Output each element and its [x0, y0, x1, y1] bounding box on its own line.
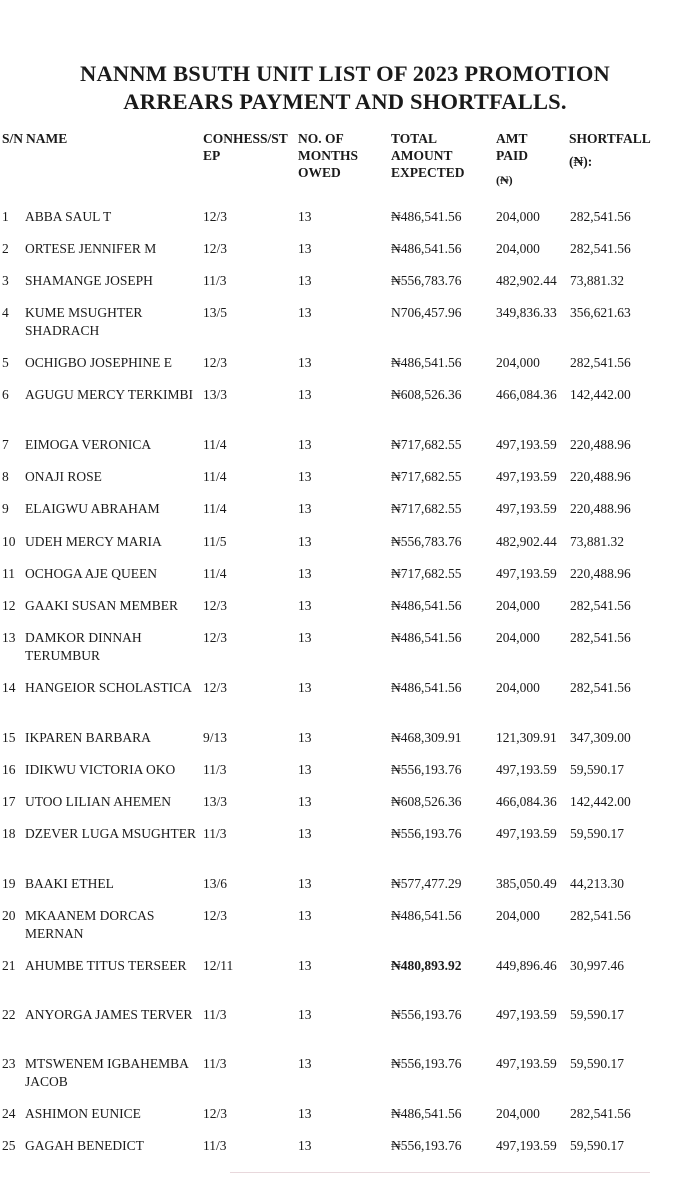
cell-shortfall: 282,541.56	[570, 355, 631, 370]
cell-shortfall: 59,590.17	[570, 826, 624, 841]
cell-name: IDIKWU VICTORIA OKO	[25, 762, 176, 777]
cell-months: 13	[298, 958, 312, 973]
cell-months: 13	[298, 630, 312, 645]
cell-months: 13	[298, 1056, 312, 1071]
cell-sn: 3	[2, 273, 9, 288]
cell-conhess: 12/3	[203, 680, 228, 695]
cell-total: ₦486,541.56	[391, 598, 462, 613]
cell-paid: 385,050.49	[496, 876, 557, 891]
cell-name: ORTESE JENNIFER M	[25, 241, 157, 256]
cell-paid: 349,836.33	[496, 305, 557, 320]
cell-conhess: 11/4	[203, 437, 227, 452]
cell-sn: 19	[2, 876, 16, 891]
cell-shortfall: 220,488.96	[570, 566, 631, 581]
cell-sn: 10	[2, 534, 16, 549]
cell-name: GAAKI SUSAN MEMBER	[25, 598, 179, 613]
cell-paid: 482,902.44	[496, 273, 557, 288]
cell-months: 13	[298, 598, 312, 613]
cell-shortfall: 30,997.46	[570, 958, 624, 973]
cell-name: OCHIGBO JOSEPHINE E	[25, 355, 173, 370]
cell-shortfall: 282,541.56	[570, 1106, 631, 1121]
cell-sn: 5	[2, 355, 9, 370]
cell-name: GAGAH BENEDICT	[25, 1138, 144, 1153]
cell-sn: 23	[2, 1056, 16, 1071]
cell-total: ₦486,541.56	[391, 241, 462, 256]
cell-total: ₦480,893.92	[391, 958, 462, 973]
cell-total: ₦556,193.76	[391, 762, 462, 777]
cell-sn: 20	[2, 908, 16, 923]
cell-shortfall: 282,541.56	[570, 209, 631, 224]
cell-sn: 1	[2, 209, 9, 224]
cell-name: ELAIGWU ABRAHAM	[25, 501, 160, 516]
cell-shortfall: 282,541.56	[570, 241, 631, 256]
cell-name: BAAKI ETHEL	[25, 876, 114, 891]
cell-total: N706,457.96	[391, 305, 462, 320]
cell-name: AHUMBE TITUS TERSEER	[25, 958, 187, 973]
cell-paid: 121,309.91	[496, 730, 557, 745]
cell-months: 13	[298, 355, 312, 370]
cell-shortfall: 282,541.56	[570, 598, 631, 613]
cell-shortfall: 220,488.96	[570, 437, 631, 452]
cell-months: 13	[298, 1138, 312, 1153]
cell-name: ASHIMON EUNICE	[25, 1106, 141, 1121]
cell-total: ₦486,541.56	[391, 209, 462, 224]
header-shortfall-line: SHORTFALL	[569, 131, 651, 146]
header-paid-line: PAID	[496, 148, 528, 163]
cell-total: ₦608,526.36	[391, 794, 462, 809]
cell-name: AGUGU MERCY TERKIMBI	[25, 387, 194, 402]
cell-total: ₦486,541.56	[391, 908, 462, 923]
cell-sn: 8	[2, 469, 9, 484]
cell-conhess: 12/3	[203, 908, 228, 923]
cell-name: DZEVER LUGA MSUGHTER	[25, 826, 196, 841]
cell-name: ANYORGA JAMES TERVER	[25, 1007, 193, 1022]
cell-sn: 11	[2, 566, 15, 581]
page-divider	[230, 1172, 650, 1173]
header-shortfall	[569, 130, 651, 170]
cell-paid: 204,000	[496, 355, 540, 370]
cell-conhess: 11/4	[203, 469, 227, 484]
cell-paid: 497,193.59	[496, 762, 557, 777]
cell-sn: 21	[2, 958, 16, 973]
cell-paid: 204,000	[496, 680, 540, 695]
cell-conhess: 11/3	[203, 1007, 227, 1022]
cell-paid: 204,000	[496, 1106, 540, 1121]
cell-total: ₦577,477.29	[391, 876, 462, 891]
cell-sn: 18	[2, 826, 16, 841]
cell-conhess: 13/3	[203, 387, 228, 402]
cell-shortfall: 59,590.17	[570, 1007, 624, 1022]
header-total-line: EXPECTED	[391, 165, 465, 180]
cell-conhess: 12/3	[203, 598, 228, 613]
cell-total: ₦486,541.56	[391, 680, 462, 695]
cell-months: 13	[298, 437, 312, 452]
cell-months: 13	[298, 1106, 312, 1121]
cell-name: OCHOGA AJE QUEEN	[25, 566, 158, 581]
header-conhess-line: CONHESS/ST	[203, 131, 288, 146]
cell-conhess: 11/3	[203, 826, 227, 841]
cell-paid: 497,193.59	[496, 1138, 557, 1153]
cell-months: 13	[298, 826, 312, 841]
cell-sn: 14	[2, 680, 16, 695]
cell-conhess: 11/3	[203, 273, 227, 288]
cell-shortfall: 59,590.17	[570, 1138, 624, 1153]
cell-sn: 7	[2, 437, 9, 452]
cell-conhess: 11/4	[203, 501, 227, 516]
cell-shortfall: 220,488.96	[570, 469, 631, 484]
cell-total: ₦608,526.36	[391, 387, 462, 402]
cell-months: 13	[298, 762, 312, 777]
title-line-2: ARREARS PAYMENT AND SHORTFALLS.	[123, 89, 567, 114]
cell-name: KUME MSUGHTER SHADRACH	[25, 305, 143, 338]
cell-months: 13	[298, 209, 312, 224]
cell-total: ₦556,193.76	[391, 826, 462, 841]
cell-total: ₦717,682.55	[391, 469, 462, 484]
cell-total: ₦556,193.76	[391, 1007, 462, 1022]
cell-name: MTSWENEM IGBAHEMBA JACOB	[25, 1056, 189, 1089]
cell-months: 13	[298, 566, 312, 581]
cell-total: ₦556,783.76	[391, 273, 462, 288]
cell-paid: 497,193.59	[496, 469, 557, 484]
cell-paid: 497,193.59	[496, 826, 557, 841]
cell-conhess: 12/3	[203, 1106, 228, 1121]
cell-shortfall: 356,621.63	[570, 305, 631, 320]
header-months-line: MONTHS	[298, 148, 359, 163]
cell-paid: 204,000	[496, 241, 540, 256]
cell-shortfall: 142,442.00	[570, 387, 631, 402]
cell-name: IKPAREN BARBARA	[25, 730, 151, 745]
header-conhess-line: EP	[203, 148, 221, 163]
cell-shortfall: 347,309.00	[570, 730, 631, 745]
cell-total: ₦486,541.56	[391, 630, 462, 645]
cell-sn: 13	[2, 630, 16, 645]
cell-name: HANGEIOR SCHOLASTICA	[25, 680, 192, 695]
cell-sn: 16	[2, 762, 16, 777]
cell-conhess: 12/3	[203, 355, 228, 370]
cell-name: ABBA SAUL T	[25, 209, 112, 224]
cell-name: ONAJI ROSE	[25, 469, 102, 484]
cell-paid: 466,084.36	[496, 794, 557, 809]
cell-conhess: 12/11	[203, 958, 234, 973]
header-sn: S/N	[2, 131, 24, 146]
cell-months: 13	[298, 534, 312, 549]
cell-months: 13	[298, 273, 312, 288]
cell-months: 13	[298, 908, 312, 923]
cell-shortfall: 142,442.00	[570, 794, 631, 809]
cell-conhess: 13/3	[203, 794, 228, 809]
cell-shortfall: 282,541.56	[570, 680, 631, 695]
cell-total: ₦468,309.91	[391, 730, 462, 745]
cell-conhess: 11/4	[203, 566, 227, 581]
title-line-1: NANNM BSUTH UNIT LIST OF 2023 PROMOTION	[80, 61, 610, 86]
cell-months: 13	[298, 730, 312, 745]
cell-sn: 17	[2, 794, 16, 809]
cell-conhess: 12/3	[203, 241, 228, 256]
cell-shortfall: 282,541.56	[570, 630, 631, 645]
cell-shortfall: 73,881.32	[570, 273, 624, 288]
cell-paid: 204,000	[496, 598, 540, 613]
cell-months: 13	[298, 680, 312, 695]
cell-name: UDEH MERCY MARIA	[25, 534, 162, 549]
cell-shortfall: 59,590.17	[570, 762, 624, 777]
cell-sn: 6	[2, 387, 9, 402]
cell-shortfall: 220,488.96	[570, 501, 631, 516]
cell-paid: 497,193.59	[496, 566, 557, 581]
cell-shortfall: 282,541.56	[570, 908, 631, 923]
cell-months: 13	[298, 794, 312, 809]
header-paid	[496, 130, 528, 189]
cell-name: UTOO LILIAN AHEMEN	[25, 794, 171, 809]
cell-sn: 4	[2, 305, 9, 320]
cell-paid: 497,193.59	[496, 437, 557, 452]
cell-paid: 466,084.36	[496, 387, 557, 402]
cell-total: ₦556,783.76	[391, 534, 462, 549]
cell-total: ₦556,193.76	[391, 1056, 462, 1071]
cell-paid: 497,193.59	[496, 1056, 557, 1071]
cell-conhess: 11/3	[203, 1056, 227, 1071]
cell-paid: 449,896.46	[496, 958, 557, 973]
header-paid-line: (₦)	[496, 173, 513, 187]
cell-months: 13	[298, 305, 312, 320]
cell-conhess: 13/6	[203, 876, 228, 891]
cell-sn: 2	[2, 241, 9, 256]
header-shortfall-line: (₦):	[569, 154, 593, 169]
cell-paid: 204,000	[496, 630, 540, 645]
cell-total: ₦717,682.55	[391, 501, 462, 516]
header-paid-line: AMT	[496, 131, 528, 146]
cell-paid: 497,193.59	[496, 1007, 557, 1022]
header-total-line: AMOUNT	[391, 148, 453, 163]
header-name: NAME	[26, 131, 68, 146]
header-conhess	[203, 130, 288, 164]
header-total	[391, 130, 465, 181]
cell-shortfall: 73,881.32	[570, 534, 624, 549]
cell-name: SHAMANGE JOSEPH	[25, 273, 153, 288]
cell-sn: 12	[2, 598, 16, 613]
cell-months: 13	[298, 501, 312, 516]
cell-paid: 497,193.59	[496, 501, 557, 516]
cell-conhess: 11/3	[203, 1138, 227, 1153]
cell-total: ₦717,682.55	[391, 566, 462, 581]
cell-conhess: 12/3	[203, 630, 228, 645]
header-months-line: OWED	[298, 165, 341, 180]
cell-sn: 22	[2, 1007, 16, 1022]
cell-sn: 25	[2, 1138, 16, 1153]
cell-conhess: 13/5	[203, 305, 228, 320]
cell-months: 13	[298, 876, 312, 891]
cell-months: 13	[298, 387, 312, 402]
cell-paid: 204,000	[496, 209, 540, 224]
cell-name: MKAANEM DORCAS MERNAN	[25, 908, 155, 941]
cell-total: ₦486,541.56	[391, 1106, 462, 1121]
cell-sn: 15	[2, 730, 16, 745]
cell-sn: 24	[2, 1106, 16, 1121]
cell-conhess: 11/3	[203, 762, 227, 777]
cell-name: EIMOGA VERONICA	[25, 437, 152, 452]
cell-paid: 482,902.44	[496, 534, 557, 549]
header-total-line: TOTAL	[391, 131, 438, 146]
cell-months: 13	[298, 241, 312, 256]
cell-conhess: 11/5	[203, 534, 227, 549]
cell-sn: 9	[2, 501, 9, 516]
cell-total: ₦486,541.56	[391, 355, 462, 370]
cell-name: DAMKOR DINNAH TERUMBUR	[25, 630, 142, 663]
header-months	[298, 130, 358, 181]
cell-shortfall: 59,590.17	[570, 1056, 624, 1071]
cell-shortfall: 44,213.30	[570, 876, 624, 891]
header-months-line: NO. OF	[298, 131, 344, 146]
cell-months: 13	[298, 1007, 312, 1022]
cell-conhess: 9/13	[203, 730, 228, 745]
cell-paid: 204,000	[496, 908, 540, 923]
cell-conhess: 12/3	[203, 209, 228, 224]
cell-total: ₦556,193.76	[391, 1138, 462, 1153]
cell-total: ₦717,682.55	[391, 437, 462, 452]
cell-months: 13	[298, 469, 312, 484]
document-title	[0, 60, 690, 116]
